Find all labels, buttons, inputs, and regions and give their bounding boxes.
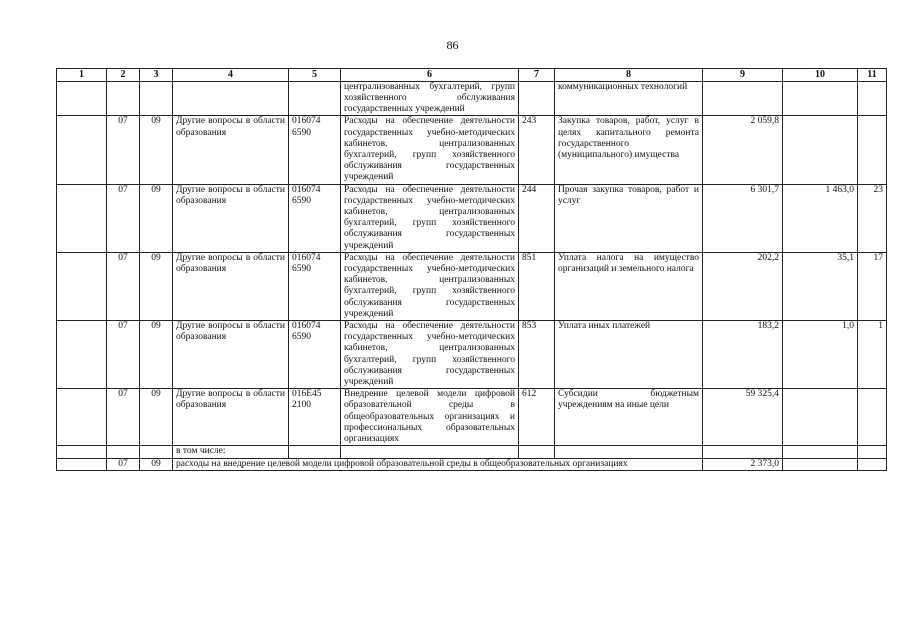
section-name: Другие вопросы в области образования — [173, 116, 289, 184]
expense-description: Расходы на обеспечение деятельности государственных учебно-методических кабинетов, централизованных бухгалтерий, групп хозяйственного обслуживания государственных учреждений — [341, 321, 519, 389]
amount-col11 — [858, 81, 887, 116]
section-name: Другие вопросы в области образования — [173, 389, 289, 446]
col-header: 4 — [173, 69, 289, 82]
amount-col10: 1,0 — [783, 321, 858, 389]
expense-type-name: Закупка товаров, работ, услуг в целях капитального ремонта государственного (муниципального) имущества — [555, 116, 703, 184]
table-cell — [555, 446, 703, 458]
amount-col9: 2 373,0 — [703, 458, 783, 470]
expense-type-code: 243 — [519, 116, 555, 184]
including-label: в том числе: — [173, 446, 289, 458]
section-code: 07 — [107, 389, 140, 446]
col-header: 11 — [858, 69, 887, 82]
section-code: 07 — [107, 184, 140, 252]
section-name: Другие вопросы в области образования — [173, 321, 289, 389]
amount-col9: 183,2 — [703, 321, 783, 389]
amount-col9 — [703, 81, 783, 116]
expense-description: централизованных бухгалтерий, групп хозяйственного обслуживания государственных учреждений — [341, 81, 519, 116]
col-header: 2 — [107, 69, 140, 82]
table-cell — [140, 446, 173, 458]
col-header: 5 — [289, 69, 341, 82]
table-row — [57, 81, 887, 116]
table-cell — [57, 458, 107, 470]
table-cell — [57, 446, 107, 458]
expense-description: Расходы на обеспечение деятельности государственных учебно-методических кабинетов, централизованных бухгалтерий, групп хозяйственного обслуживания государственных учреждений — [341, 116, 519, 184]
section-code — [107, 81, 140, 116]
table-row — [57, 184, 887, 252]
table-cell — [519, 446, 555, 458]
target-article-code — [289, 81, 341, 116]
subsection-code: 09 — [140, 389, 173, 446]
section-code: 07 — [107, 252, 140, 320]
expense-type-name: коммуникационных технологий — [555, 81, 703, 116]
subsection-code: 09 — [140, 321, 173, 389]
amount-col9: 59 325,4 — [703, 389, 783, 446]
table-row — [57, 321, 887, 389]
target-article-code: 016074 6590 — [289, 116, 341, 184]
section-name: Другие вопросы в области образования — [173, 184, 289, 252]
col1-cell — [57, 321, 107, 389]
col1-cell — [57, 389, 107, 446]
amount-col11 — [858, 389, 887, 446]
col1-cell — [57, 184, 107, 252]
table-cell — [703, 446, 783, 458]
subsection-code: 09 — [140, 458, 173, 470]
section-code: 07 — [107, 321, 140, 389]
subsection-code — [140, 81, 173, 116]
table-row — [57, 389, 887, 446]
section-name — [173, 81, 289, 116]
col1-cell — [57, 116, 107, 184]
section-code: 07 — [107, 116, 140, 184]
section-name: Другие вопросы в области образования — [173, 252, 289, 320]
table-cell — [783, 446, 858, 458]
expense-description: Внедрение целевой модели цифровой образовательной среды в общеобразовательных организациях и профессиональных образовательных организациях — [341, 389, 519, 446]
subsection-code: 09 — [140, 116, 173, 184]
subsection-code: 09 — [140, 252, 173, 320]
expense-type-code: 244 — [519, 184, 555, 252]
expense-description: Расходы на обеспечение деятельности государственных учебно-методических кабинетов, централизованных бухгалтерий, групп хозяйственного обслуживания государственных учреждений — [341, 252, 519, 320]
expense-type-name: Субсидии бюджетным учреждениям на иные цели — [555, 389, 703, 446]
section-code: 07 — [107, 458, 140, 470]
col-header: 1 — [57, 69, 107, 82]
table-row — [57, 252, 887, 320]
col1-cell — [57, 252, 107, 320]
expense-type-code: 851 — [519, 252, 555, 320]
table-cell — [858, 446, 887, 458]
amount-col11 — [858, 116, 887, 184]
table-cell — [341, 446, 519, 458]
target-article-code: 016074 6590 — [289, 184, 341, 252]
amount-col11: 23 — [858, 184, 887, 252]
target-article-code: 016074 6590 — [289, 252, 341, 320]
table-row — [57, 116, 887, 184]
col-header: 7 — [519, 69, 555, 82]
final-row-description: расходы на внедрение целевой модели цифровой образовательной среды в общеобразовательных организациях — [173, 458, 703, 470]
col-header: 9 — [703, 69, 783, 82]
amount-col9: 2 059,8 — [703, 116, 783, 184]
including-row — [57, 446, 887, 458]
col-header: 8 — [555, 69, 703, 82]
expense-type-name: Уплата иных платежей — [555, 321, 703, 389]
target-article-code: 016074 6590 — [289, 321, 341, 389]
expense-type-code: 612 — [519, 389, 555, 446]
amount-col9: 6 301,7 — [703, 184, 783, 252]
expense-type-code: 853 — [519, 321, 555, 389]
target-article-code: 016E45 2100 — [289, 389, 341, 446]
final-row — [57, 458, 887, 470]
amount-col11: 1 — [858, 321, 887, 389]
budget-table — [56, 68, 887, 471]
header-row — [57, 69, 887, 82]
amount-col9: 202,2 — [703, 252, 783, 320]
table-cell — [289, 446, 341, 458]
subsection-code: 09 — [140, 184, 173, 252]
expense-type-name: Уплата налога на имущество организаций и земельного налога — [555, 252, 703, 320]
col-header: 3 — [140, 69, 173, 82]
amount-col10: 35,1 — [783, 252, 858, 320]
amount-col10 — [783, 116, 858, 184]
amount-col10: 1 463,0 — [783, 184, 858, 252]
amount-col11: 17 — [858, 252, 887, 320]
expense-description: Расходы на обеспечение деятельности государственных учебно-методических кабинетов, централизованных бухгалтерий, групп хозяйственного обслуживания государственных учреждений — [341, 184, 519, 252]
amount-col10 — [783, 389, 858, 446]
table-cell — [783, 458, 858, 470]
expense-type-code — [519, 81, 555, 116]
page-number: 86 — [446, 38, 459, 52]
col-header: 6 — [341, 69, 519, 82]
col1-cell — [57, 81, 107, 116]
col-header: 10 — [783, 69, 858, 82]
table-cell — [858, 458, 887, 470]
expense-type-name: Прочая закупка товаров, работ и услуг — [555, 184, 703, 252]
table-cell — [107, 446, 140, 458]
amount-col10 — [783, 81, 858, 116]
